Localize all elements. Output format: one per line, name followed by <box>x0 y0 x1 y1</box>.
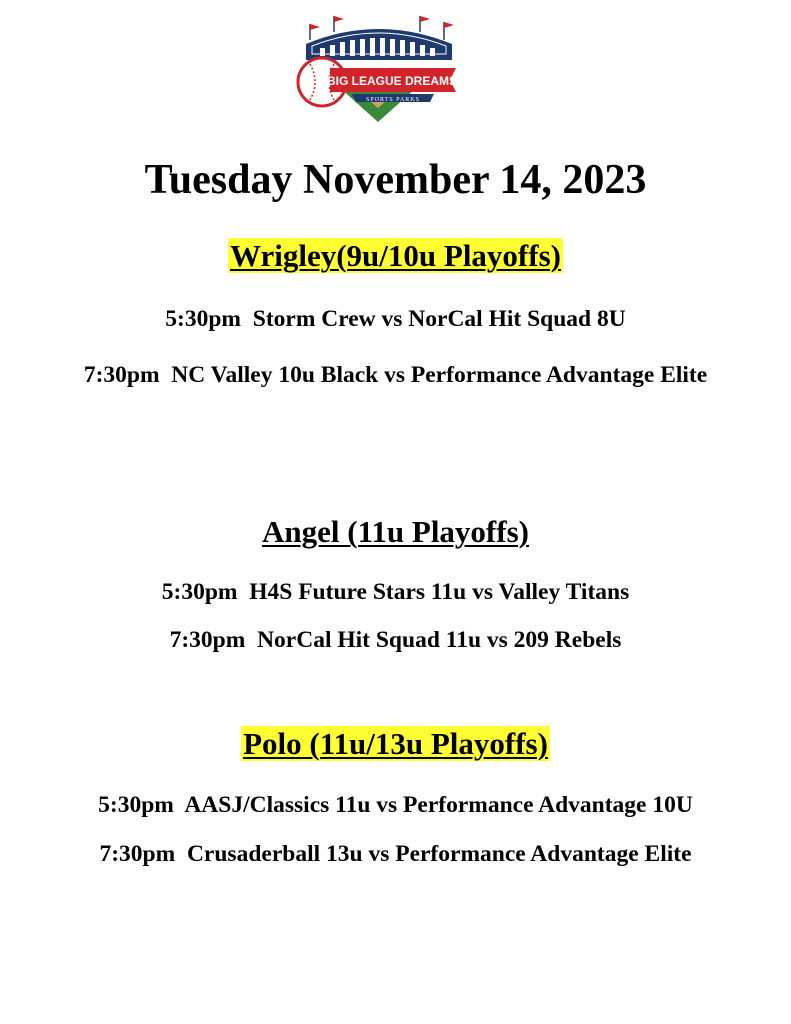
game-listing: 5:30pm AASJ/Classics 11u vs Performance Advantage 10U <box>98 792 693 818</box>
section-heading-text: Wrigley(9u/10u Playoffs) <box>230 238 561 273</box>
section-heading-polo <box>0 724 791 770</box>
section-heading-text: Angel (11u Playoffs) <box>262 514 529 549</box>
game-listing: 7:30pm Crusaderball 13u vs Performance Advantage Elite <box>99 841 692 867</box>
page-title: Tuesday November 14, 2023 <box>144 157 647 203</box>
logo-line1: BIG LEAGUE DREAMS <box>326 74 458 88</box>
logo-line2: SPORTS PARKS <box>366 97 420 103</box>
section-heading-wrigley <box>0 236 791 282</box>
game-listing: 5:30pm H4S Future Stars 11u vs Valley Titans <box>161 579 630 605</box>
section-heading-text: Polo (11u/13u Playoffs) <box>243 726 548 761</box>
stadium-baseball-icon <box>292 10 464 132</box>
section-heading-angel <box>0 512 791 558</box>
big-league-dreams-logo <box>292 10 464 132</box>
game-listing: 7:30pm NorCal Hit Squad 11u vs 209 Rebels <box>169 627 622 653</box>
game-listing: 5:30pm Storm Crew vs NorCal Hit Squad 8U <box>165 306 626 332</box>
game-listing: 7:30pm NC Valley 10u Black vs Performance Advantage Elite <box>83 362 708 388</box>
